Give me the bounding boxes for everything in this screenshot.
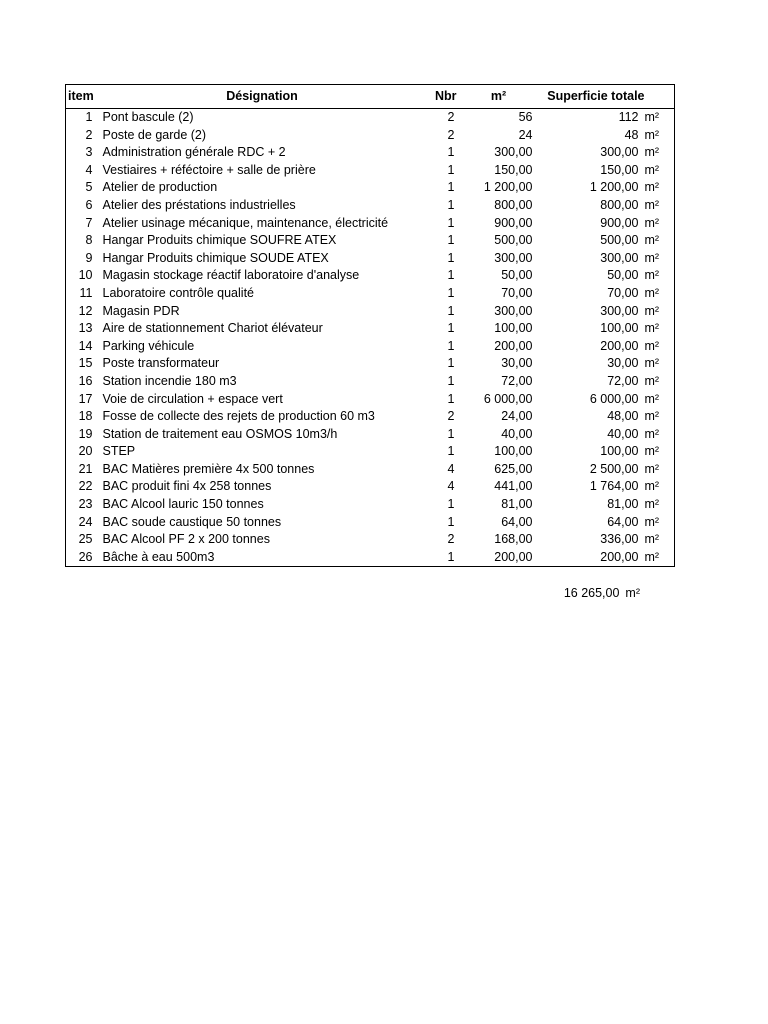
cell-unit: m² (645, 179, 675, 197)
table-row (66, 391, 675, 409)
cell-unit: m² (645, 232, 675, 250)
cell-total: 48 (624, 127, 639, 142)
cell-m2: 30,00 (501, 356, 533, 371)
header-row (66, 85, 675, 109)
cell-unit: m² (645, 355, 675, 373)
header-unit-spacer (645, 85, 675, 109)
cell-designation: Poste transformateur (102, 356, 220, 371)
cell-item: 14 (66, 338, 100, 356)
cell-item: 4 (66, 162, 100, 180)
cell-item: 26 (66, 549, 100, 567)
cell-nbr: 1 (447, 268, 455, 283)
cell-total: 100,00 (600, 321, 639, 336)
cell-designation: Parking véhicule (102, 338, 195, 353)
cell-nbr: 4 (447, 479, 455, 494)
cell-unit: m² (645, 285, 675, 303)
cell-nbr: 1 (447, 180, 455, 195)
cell-m2: 800,00 (494, 197, 533, 212)
cell-item: 20 (66, 443, 100, 461)
cell-item: 18 (66, 408, 100, 426)
cell-total: 300,00 (600, 250, 639, 265)
cell-m2: 200,00 (463, 549, 535, 567)
cell-total: 2 500,00 (589, 461, 639, 476)
table-row (66, 215, 675, 233)
cell-unit: m² (645, 408, 675, 426)
cell-m2: 200,00 (494, 338, 533, 353)
cell-nbr: 1 (447, 497, 455, 512)
cell-nbr: 1 (447, 285, 455, 300)
header-superficie: Superficie totale (535, 85, 645, 109)
cell-m2: 500,00 (494, 233, 533, 248)
cell-unit: m² (645, 391, 675, 409)
table-row (66, 232, 675, 250)
cell-m2: 100,00 (494, 444, 533, 459)
cell-item: 23 (66, 496, 100, 514)
cell-unit: m² (645, 162, 675, 180)
cell-m2: 900,00 (494, 215, 533, 230)
table-row (66, 443, 675, 461)
cell-nbr: 1 (447, 338, 455, 353)
cell-m2: 64,00 (501, 514, 533, 529)
cell-total: 81,00 (607, 497, 639, 512)
table-row (66, 478, 675, 496)
cell-designation: Pont bascule (2) (102, 110, 194, 124)
cell-m2: 70,00 (501, 285, 533, 300)
cell-nbr: 1 (447, 162, 455, 177)
cell-unit: m² (645, 267, 675, 285)
cell-nbr: 1 (447, 145, 455, 160)
cell-total: 100,00 (600, 444, 639, 459)
cell-nbr: 1 (447, 514, 455, 529)
cell-designation: BAC Matières première 4x 500 tonnes (102, 461, 315, 476)
cell-total: 900,00 (600, 215, 639, 230)
cell-unit: m² (645, 109, 675, 127)
cell-total: 500,00 (600, 233, 639, 248)
cell-item: 15 (66, 355, 100, 373)
cell-designation: Atelier des préstations industrielles (102, 197, 296, 212)
table-row (66, 408, 675, 426)
cell-unit: m² (645, 373, 675, 391)
cell-designation: Vestiaires + réféctoire + salle de prière (102, 162, 316, 177)
cell-m2: 150,00 (494, 162, 533, 177)
cell-nbr: 4 (447, 461, 455, 476)
cell-total: 50,00 (607, 268, 639, 283)
cell-total: 200,00 (600, 338, 639, 353)
cell-unit: m² (645, 461, 675, 479)
cell-item: 13 (66, 320, 100, 338)
cell-nbr: 1 (447, 391, 455, 406)
cell-designation: Voie de circulation + espace vert (102, 391, 283, 406)
cell-designation: Poste de garde (2) (102, 127, 207, 142)
cell-nbr: 1 (447, 321, 455, 336)
cell-total: 800,00 (600, 197, 639, 212)
cell-nbr: 1 (425, 549, 463, 567)
cell-designation: Atelier usinage mécanique, maintenance, électricité (102, 215, 389, 230)
cell-total: 72,00 (607, 373, 639, 388)
cell-designation: STEP (102, 444, 136, 459)
table-row (66, 162, 675, 180)
cell-unit: m² (645, 338, 675, 356)
table-row (66, 338, 675, 356)
cell-m2: 1 200,00 (483, 180, 533, 195)
cell-designation: BAC Alcool lauric 150 tonnes (102, 497, 264, 512)
cell-nbr: 1 (447, 233, 455, 248)
cell-designation: Atelier de production (102, 180, 218, 195)
cell-m2: 56 (518, 110, 533, 124)
table-row (66, 355, 675, 373)
cell-total: 300,00 (600, 145, 639, 160)
cell-designation: Station incendie 180 m3 (102, 373, 237, 388)
table-row (66, 496, 675, 514)
cell-m2: 24 (518, 127, 533, 142)
cell-unit: m² (645, 426, 675, 444)
cell-total: 40,00 (607, 426, 639, 441)
cell-nbr: 2 (447, 127, 455, 142)
cell-unit: m² (645, 197, 675, 215)
cell-item: 21 (66, 461, 100, 479)
cell-item: 22 (66, 478, 100, 496)
cell-nbr: 1 (447, 250, 455, 265)
table-row (66, 514, 675, 532)
table-row (66, 250, 675, 268)
cell-designation: Hangar Produits chimique SOUFRE ATEX (102, 233, 337, 248)
cell-item: 3 (66, 144, 100, 162)
cell-item: 9 (66, 250, 100, 268)
cell-designation: Station de traitement eau OSMOS 10m3/h (102, 426, 338, 441)
table-row (66, 285, 675, 303)
cell-item: 16 (66, 373, 100, 391)
cell-m2: 24,00 (501, 409, 533, 424)
cell-item: 1 (66, 109, 100, 127)
cell-item: 6 (66, 197, 100, 215)
cell-nbr: 2 (447, 409, 455, 424)
cell-total: 30,00 (607, 356, 639, 371)
cell-unit: m² (645, 549, 675, 567)
table-row (66, 320, 675, 338)
cell-nbr: 1 (447, 197, 455, 212)
cell-item: 25 (66, 531, 100, 549)
cell-unit: m² (645, 320, 675, 338)
cell-designation: Magasin PDR (102, 303, 180, 318)
cell-unit: m² (645, 303, 675, 321)
cell-unit: m² (645, 443, 675, 461)
table-row (66, 144, 675, 162)
cell-item: 7 (66, 215, 100, 233)
cell-m2: 40,00 (501, 426, 533, 441)
cell-total: 336,00 (600, 532, 639, 547)
header-m2: m² (463, 85, 535, 109)
cell-item: 5 (66, 179, 100, 197)
cell-item: 8 (66, 232, 100, 250)
cell-nbr: 1 (447, 426, 455, 441)
table-row (66, 549, 675, 567)
cell-designation: Administration générale RDC + 2 (102, 145, 286, 160)
cell-m2: 441,00 (494, 479, 533, 494)
cell-unit: m² (645, 496, 675, 514)
table-row (66, 267, 675, 285)
header-designation: Désignation (100, 85, 425, 109)
cell-nbr: 2 (447, 532, 455, 547)
cell-designation: BAC soude caustique 50 tonnes (102, 514, 282, 529)
cell-designation: BAC Alcool PF 2 x 200 tonnes (102, 532, 270, 547)
cell-designation: Laboratoire contrôle qualité (102, 285, 254, 300)
table-row (66, 127, 675, 145)
cell-total: 6 000,00 (589, 391, 639, 406)
cell-unit: m² (645, 478, 675, 496)
cell-total: 64,00 (607, 514, 639, 529)
table-row (66, 179, 675, 197)
table-row (66, 426, 675, 444)
cell-total: 1 764,00 (589, 479, 639, 494)
table-row (66, 109, 675, 127)
grand-total-unit: m² (625, 586, 640, 600)
cell-item: 2 (66, 127, 100, 145)
cell-total: 300,00 (600, 303, 639, 318)
cell-designation: Bâche à eau 500m3 (100, 549, 425, 567)
table-row (66, 197, 675, 215)
cell-item: 10 (66, 267, 100, 285)
header-item: item (66, 85, 100, 109)
grand-total-value: 16 265,00 (563, 586, 620, 600)
cell-m2: 50,00 (501, 268, 533, 283)
cell-unit: m² (645, 127, 675, 145)
cell-item: 24 (66, 514, 100, 532)
cell-item: 17 (66, 391, 100, 409)
cell-nbr: 1 (447, 373, 455, 388)
cell-designation: Aire de stationnement Chariot élévateur (102, 321, 323, 336)
cell-m2: 300,00 (494, 303, 533, 318)
cell-unit: m² (645, 531, 675, 549)
cell-designation: Hangar Produits chimique SOUDE ATEX (102, 250, 329, 265)
cell-designation: BAC produit fini 4x 258 tonnes (102, 479, 272, 494)
cell-nbr: 1 (447, 444, 455, 459)
grand-total (520, 586, 640, 600)
surface-table (65, 84, 675, 567)
cell-unit: m² (645, 514, 675, 532)
cell-m2: 100,00 (494, 321, 533, 336)
table-row (66, 461, 675, 479)
table-row (66, 373, 675, 391)
cell-designation: Magasin stockage réactif laboratoire d'analyse (102, 268, 360, 283)
cell-total: 150,00 (600, 162, 639, 177)
cell-item: 11 (66, 285, 100, 303)
cell-m2: 300,00 (494, 250, 533, 265)
cell-nbr: 1 (447, 215, 455, 230)
cell-nbr: 1 (447, 303, 455, 318)
cell-total: 70,00 (607, 285, 639, 300)
cell-m2: 300,00 (494, 145, 533, 160)
cell-unit: m² (645, 215, 675, 233)
cell-m2: 6 000,00 (483, 391, 533, 406)
cell-unit: m² (645, 250, 675, 268)
table-row (66, 531, 675, 549)
table-row (66, 303, 675, 321)
cell-total: 200,00 (535, 549, 645, 567)
cell-total: 48,00 (607, 409, 639, 424)
header-nbr: Nbr (425, 85, 463, 109)
cell-m2: 72,00 (501, 373, 533, 388)
cell-nbr: 2 (447, 110, 455, 124)
cell-nbr: 1 (447, 356, 455, 371)
cell-unit: m² (645, 144, 675, 162)
cell-item: 19 (66, 426, 100, 444)
cell-m2: 81,00 (501, 497, 533, 512)
cell-m2: 625,00 (494, 461, 533, 476)
cell-total: 1 200,00 (589, 180, 639, 195)
cell-item: 12 (66, 303, 100, 321)
cell-designation: Fosse de collecte des rejets de production 60 m3 (102, 409, 375, 424)
cell-total: 112 (618, 110, 639, 124)
cell-m2: 168,00 (494, 532, 533, 547)
